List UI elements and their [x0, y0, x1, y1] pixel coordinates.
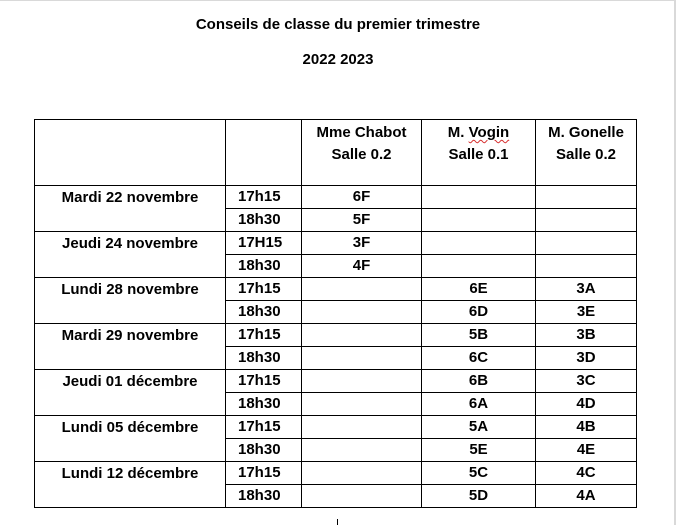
- schedule-row: [35, 416, 637, 439]
- class-cell: 6E: [422, 278, 536, 301]
- class-cell: 5D: [422, 485, 536, 508]
- header-time-cell: [226, 120, 302, 186]
- teacher-room: Salle 0.2: [555, 146, 617, 163]
- header-date-cell: [35, 120, 226, 186]
- class-cell: 5A: [422, 416, 536, 439]
- schedule-row: [35, 324, 637, 347]
- date-cell: Jeudi 24 novembre: [35, 232, 226, 278]
- time-cell: 18h30: [226, 209, 302, 232]
- time-cell: 18h30: [226, 485, 302, 508]
- class-cell: [536, 232, 637, 255]
- class-cell: 6F: [302, 186, 422, 209]
- class-cell: 3C: [536, 370, 637, 393]
- class-cell: 3D: [536, 347, 637, 370]
- class-cell: [422, 255, 536, 278]
- time-cell: 17h15: [226, 278, 302, 301]
- time-cell: 17h15: [226, 324, 302, 347]
- class-cell: 6A: [422, 393, 536, 416]
- class-cell: 3F: [302, 232, 422, 255]
- class-cell: 5B: [422, 324, 536, 347]
- schedule-body: [35, 120, 637, 508]
- time-cell: 17H15: [226, 232, 302, 255]
- class-cell: [422, 209, 536, 232]
- date-cell: Mardi 22 novembre: [35, 186, 226, 232]
- class-cell: [536, 255, 637, 278]
- class-cell: [536, 209, 637, 232]
- class-cell: [302, 370, 422, 393]
- class-cell: 4B: [536, 416, 637, 439]
- class-cell: [302, 393, 422, 416]
- time-cell: 18h30: [226, 255, 302, 278]
- date-cell: Lundi 12 décembre: [35, 462, 226, 508]
- class-cell: [302, 347, 422, 370]
- time-cell: 18h30: [226, 301, 302, 324]
- date-cell: Lundi 05 décembre: [35, 416, 226, 462]
- teacher-header-vogin: [422, 120, 536, 186]
- class-cell: [302, 485, 422, 508]
- class-cell: 6B: [422, 370, 536, 393]
- teacher-header-chabot: [302, 120, 422, 186]
- class-cell: [302, 439, 422, 462]
- header-row: [35, 120, 637, 186]
- class-cell: 4D: [536, 393, 637, 416]
- class-cell: 4F: [302, 255, 422, 278]
- teacher-name-surname: Vogin: [468, 124, 510, 141]
- time-cell: 18h30: [226, 393, 302, 416]
- class-cell: 3A: [536, 278, 637, 301]
- class-cell: 4E: [536, 439, 637, 462]
- class-cell: [422, 232, 536, 255]
- class-cell: [302, 278, 422, 301]
- teacher-name-prefix: M.: [447, 124, 469, 141]
- class-cell: [302, 324, 422, 347]
- time-cell: 17h15: [226, 186, 302, 209]
- class-cell: 4A: [536, 485, 637, 508]
- time-cell: 18h30: [226, 347, 302, 370]
- schedule-row: [35, 278, 637, 301]
- class-cell: 5E: [422, 439, 536, 462]
- time-cell: 17h15: [226, 370, 302, 393]
- time-cell: 17h15: [226, 462, 302, 485]
- class-cell: 3E: [536, 301, 637, 324]
- schedule-row: [35, 186, 637, 209]
- page-top-edge: [0, 0, 676, 1]
- class-cell: 5C: [422, 462, 536, 485]
- teacher-header-gonelle: [536, 120, 637, 186]
- schedule-row: [35, 232, 637, 255]
- teacher-name: M. Gonelle: [548, 124, 624, 141]
- class-cell: 5F: [302, 209, 422, 232]
- class-cell: [536, 186, 637, 209]
- schedule-row: [35, 370, 637, 393]
- school-year: 2022 2023: [302, 51, 374, 68]
- document-title: Conseils de classe du premier trimestre: [195, 16, 481, 33]
- time-cell: 18h30: [226, 439, 302, 462]
- date-cell: Jeudi 01 décembre: [35, 370, 226, 416]
- text-cursor: [337, 519, 338, 525]
- date-cell: Lundi 28 novembre: [35, 278, 226, 324]
- schedule-row: [35, 462, 637, 485]
- class-cell: 6C: [422, 347, 536, 370]
- class-cell: [422, 186, 536, 209]
- teacher-room: Salle 0.1: [448, 146, 509, 163]
- class-cell: [302, 416, 422, 439]
- class-cell: [302, 301, 422, 324]
- teacher-name-spellchecked: [422, 122, 535, 144]
- date-cell: Mardi 29 novembre: [35, 324, 226, 370]
- teacher-name: Mme Chabot: [316, 124, 407, 141]
- time-cell: 17h15: [226, 416, 302, 439]
- class-cell: 6D: [422, 301, 536, 324]
- class-cell: 4C: [536, 462, 637, 485]
- schedule-table: [34, 119, 637, 508]
- class-cell: 3B: [536, 324, 637, 347]
- class-cell: [302, 462, 422, 485]
- teacher-room: Salle 0.2: [331, 146, 392, 163]
